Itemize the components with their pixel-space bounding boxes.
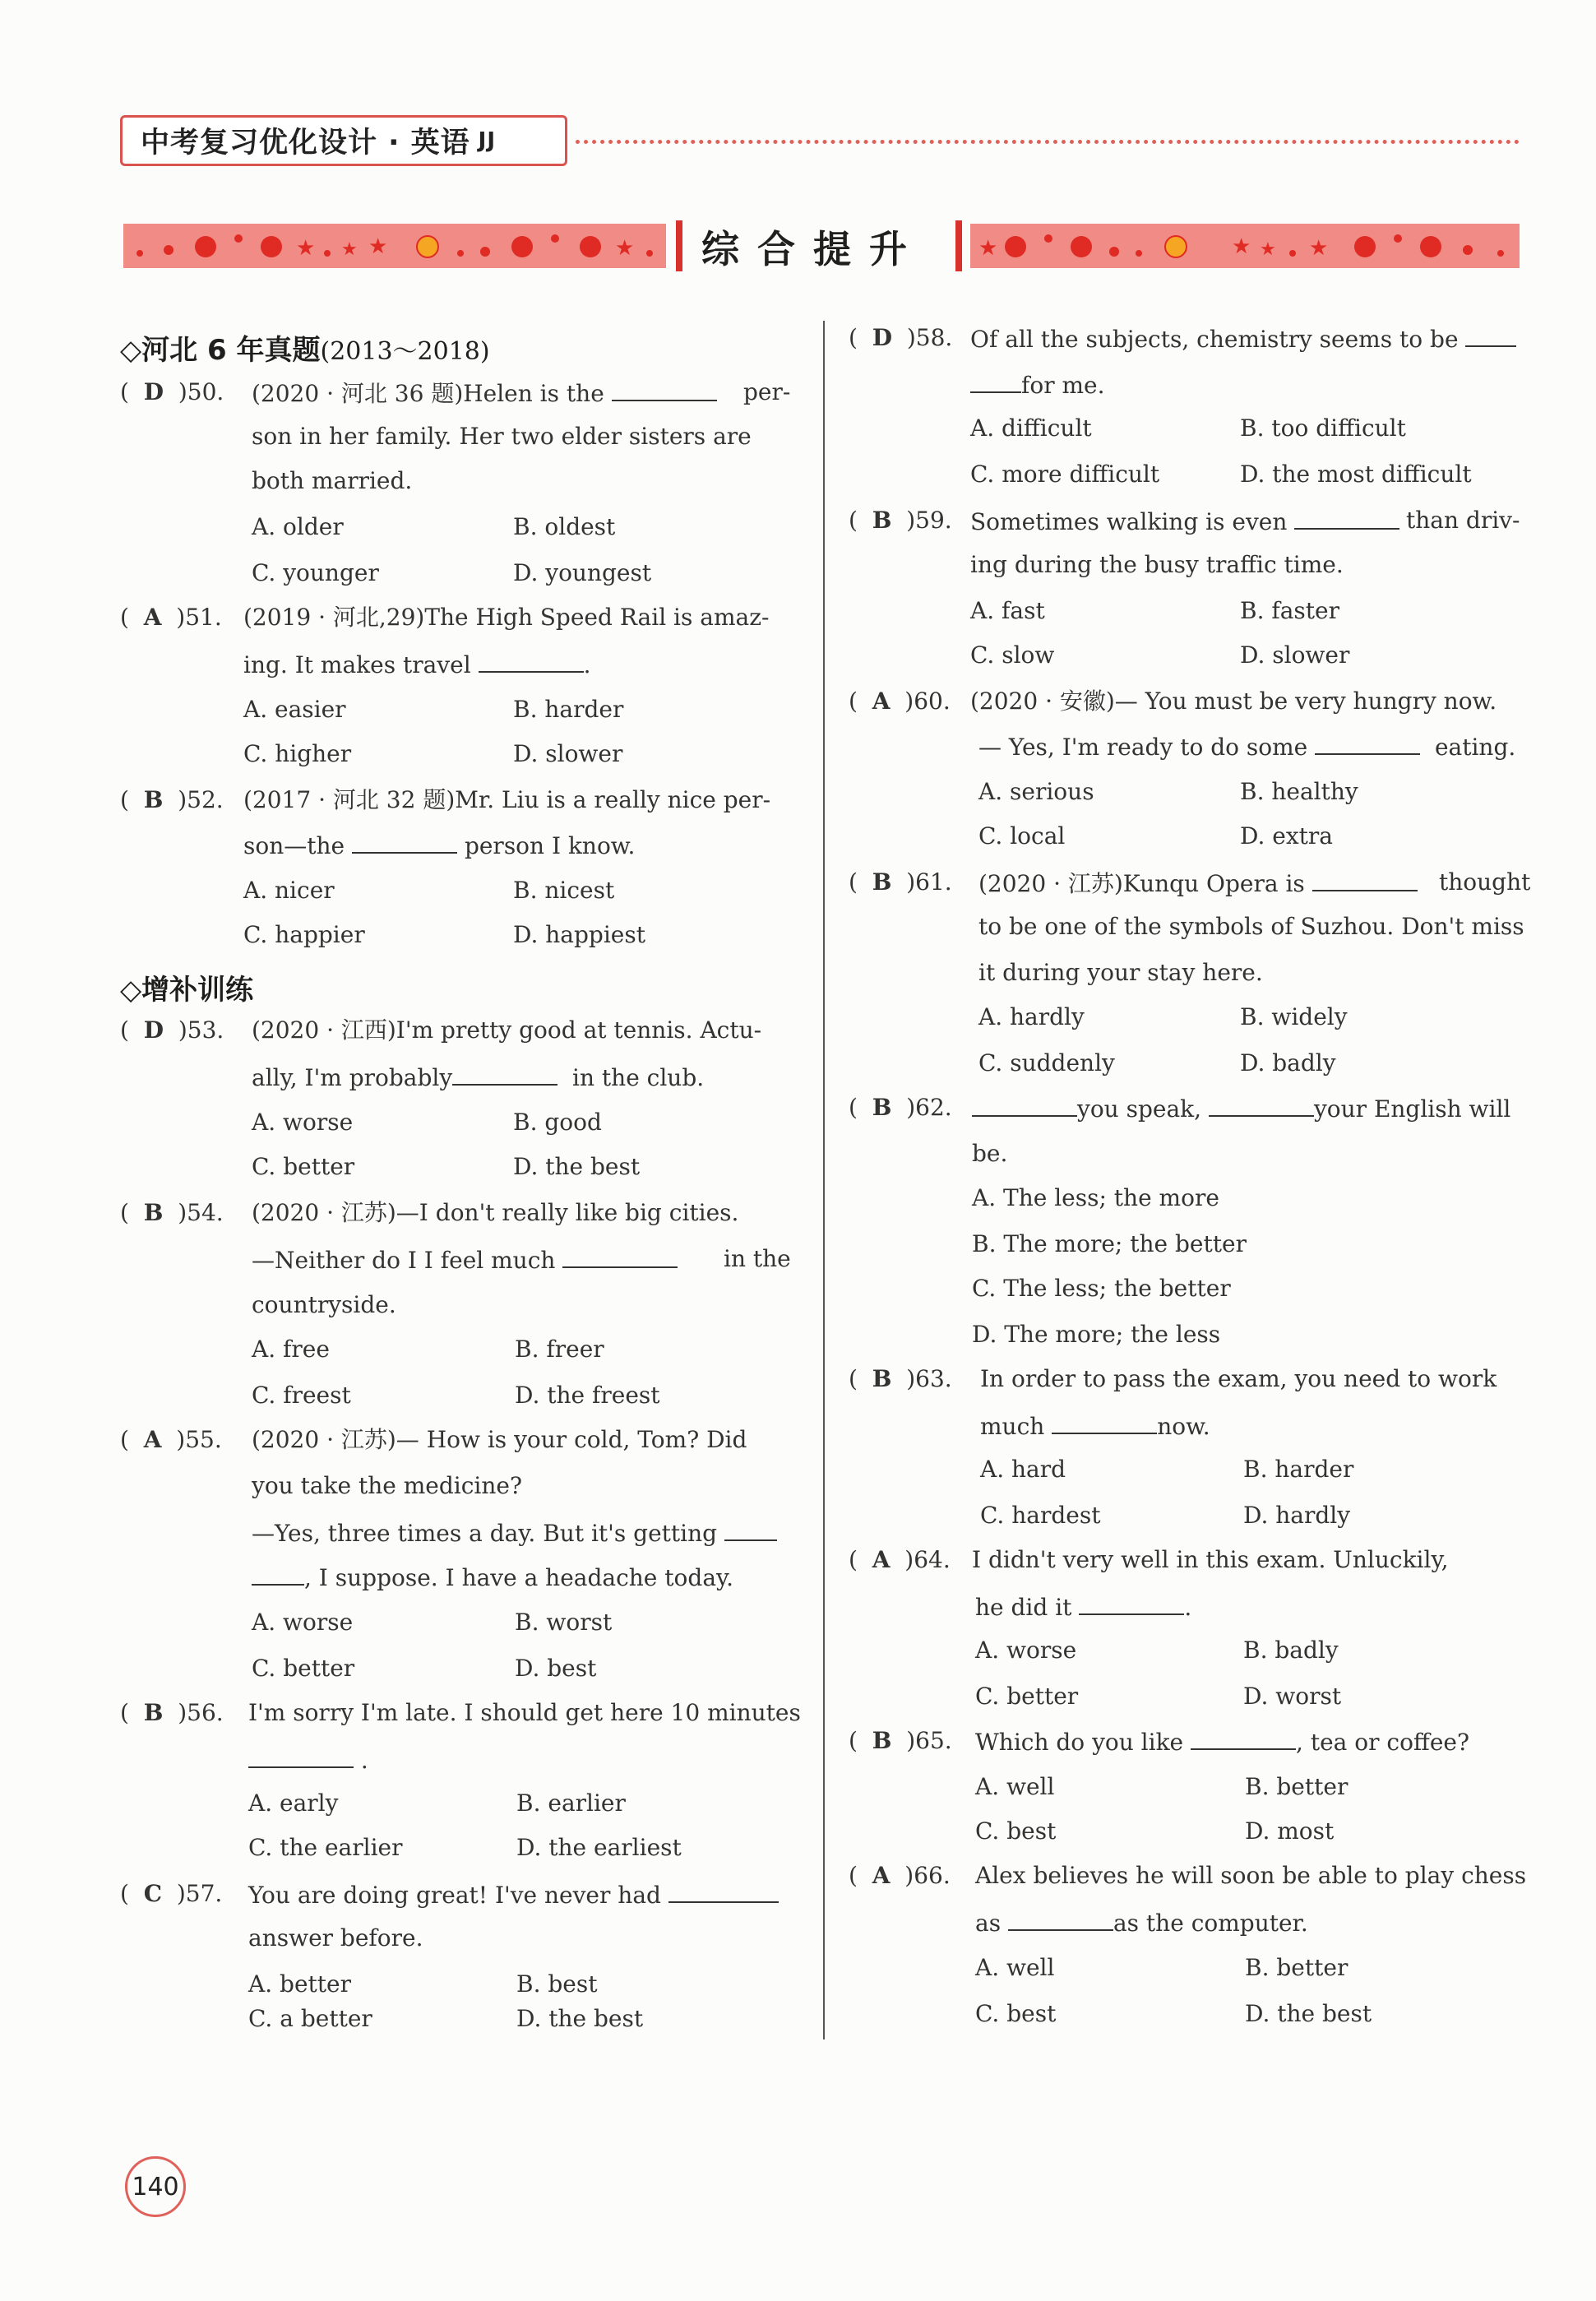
answer-letter: D bbox=[872, 324, 893, 351]
question-57-line-2: answer before. bbox=[248, 1924, 423, 1951]
answer-blank bbox=[1312, 868, 1418, 891]
question-63-answer: ( B )63. bbox=[849, 1365, 952, 1392]
question-text-end: . bbox=[1184, 1594, 1192, 1621]
question-text: son—the bbox=[243, 832, 345, 859]
question-57-option-a: A. better bbox=[248, 1970, 351, 1998]
question-65-option-a: A. well bbox=[975, 1773, 1055, 1800]
question-66-option-c: C. best bbox=[975, 2000, 1057, 2027]
answer-blank bbox=[612, 378, 717, 401]
question-text: you speak, bbox=[1077, 1095, 1202, 1123]
question-number: )59. bbox=[906, 507, 952, 534]
question-55-option-c: C. better bbox=[252, 1655, 355, 1682]
question-50-option-b: B. oldest bbox=[513, 513, 616, 540]
answer-blank bbox=[1209, 1094, 1314, 1117]
question-text-end: as the computer. bbox=[1113, 1910, 1308, 1937]
question-59-option-c: C. slow bbox=[970, 641, 1055, 669]
question-58-option-a: A. difficult bbox=[970, 414, 1092, 442]
question-64-option-d: D. worst bbox=[1243, 1683, 1342, 1710]
question-number: )65. bbox=[906, 1727, 952, 1754]
question-64-line-2 bbox=[975, 1592, 1191, 1622]
column-divider bbox=[823, 321, 825, 2039]
question-number: )54. bbox=[178, 1199, 224, 1226]
question-53-option-b: B. good bbox=[513, 1109, 602, 1136]
question-61-option-c: C. suddenly bbox=[978, 1049, 1115, 1076]
question-text: —Neither do I I feel much bbox=[252, 1247, 556, 1274]
question-number: )62. bbox=[906, 1094, 952, 1121]
question-65-option-c: C. best bbox=[975, 1817, 1057, 1845]
question-52-answer: ( B )52. bbox=[120, 786, 224, 813]
question-53-answer: ( D )53. bbox=[120, 1016, 224, 1044]
svg-text:★: ★ bbox=[1232, 234, 1251, 259]
svg-text:★: ★ bbox=[615, 236, 635, 261]
question-50-line-2: son in her family. Her two elder sisters are bbox=[252, 423, 752, 450]
question-66-option-b: B. better bbox=[1245, 1954, 1349, 1981]
question-55-line-2: you take the medicine? bbox=[252, 1472, 522, 1499]
question-text: You are doing great! I've never had bbox=[248, 1882, 661, 1909]
svg-text:★: ★ bbox=[978, 236, 998, 261]
question-57-answer: ( C )57. bbox=[120, 1880, 223, 1907]
question-60-line-1: (2020 · 安徽)— You must be very hungry now. bbox=[970, 688, 1497, 715]
question-64-line-1: I didn't very well in this exam. Unluckily, bbox=[972, 1546, 1449, 1573]
question-text-end: your English will bbox=[1313, 1095, 1511, 1123]
question-text: (2020 · 河北 36 题)Helen is the bbox=[252, 380, 604, 407]
question-text-end: . bbox=[583, 651, 591, 678]
question-text: — Yes, I'm ready to do some bbox=[978, 734, 1308, 761]
question-number: )53. bbox=[178, 1016, 224, 1044]
question-56-option-b: B. earlier bbox=[516, 1789, 626, 1817]
svg-text:★: ★ bbox=[368, 234, 388, 259]
question-57-option-b: B. best bbox=[516, 1970, 598, 1998]
question-63-option-b: B. harder bbox=[1243, 1456, 1354, 1483]
answer-letter: A bbox=[872, 1546, 891, 1573]
question-54-line-3: countryside. bbox=[252, 1291, 396, 1318]
question-51-option-c: C. higher bbox=[243, 740, 352, 767]
question-63-option-a: A. hard bbox=[980, 1456, 1066, 1483]
question-62-line-1 bbox=[972, 1094, 1510, 1123]
answer-letter: B bbox=[143, 786, 164, 813]
answer-letter: C bbox=[143, 1880, 163, 1907]
question-51-option-b: B. harder bbox=[513, 696, 624, 723]
question-63-option-c: C. hardest bbox=[980, 1502, 1101, 1529]
question-text: as bbox=[975, 1910, 1002, 1937]
answer-blank bbox=[1465, 324, 1516, 347]
svg-text:★: ★ bbox=[1260, 239, 1276, 260]
answer-blank bbox=[452, 1063, 557, 1086]
answer-letter: A bbox=[143, 604, 162, 631]
question-56-option-c: C. the earlier bbox=[248, 1834, 403, 1861]
answer-letter: A bbox=[872, 1862, 891, 1889]
question-66-line-2 bbox=[975, 1908, 1308, 1938]
question-55-line-3 bbox=[252, 1518, 777, 1548]
answer-letter: B bbox=[143, 1199, 164, 1226]
question-57-line-1 bbox=[248, 1880, 779, 1910]
question-64-answer: ( A )64. bbox=[849, 1546, 951, 1573]
question-61-option-a: A. hardly bbox=[978, 1003, 1085, 1030]
question-66-option-d: D. the best bbox=[1245, 2000, 1372, 2027]
question-56-option-d: D. the earliest bbox=[516, 1834, 682, 1861]
question-53-option-a: A. worse bbox=[252, 1109, 354, 1136]
question-54-line-2 bbox=[252, 1245, 678, 1275]
svg-text:★: ★ bbox=[341, 239, 358, 260]
page-number: 140 bbox=[125, 2156, 186, 2217]
answer-blank bbox=[1294, 507, 1399, 530]
banner-left-ornament-icon bbox=[123, 224, 666, 268]
question-text: Which do you like bbox=[975, 1729, 1184, 1756]
question-60-option-c: C. local bbox=[978, 822, 1066, 850]
question-64-option-c: C. better bbox=[975, 1683, 1079, 1710]
question-number: )50. bbox=[178, 378, 224, 405]
question-text: —Yes, three times a day. But it's getting bbox=[252, 1520, 718, 1547]
answer-letter: B bbox=[872, 1365, 892, 1392]
svg-text:★: ★ bbox=[296, 236, 316, 261]
answer-letter: B bbox=[872, 507, 892, 534]
question-56-answer: ( B )56. bbox=[120, 1699, 224, 1726]
question-50-option-c: C. younger bbox=[252, 559, 379, 586]
question-53-line-1: (2020 · 江西)I'm pretty good at tennis. Actu- bbox=[252, 1016, 762, 1044]
question-number: )51. bbox=[176, 604, 222, 631]
question-text-end: for me. bbox=[1021, 372, 1105, 399]
answer-blank bbox=[1079, 1592, 1184, 1615]
question-55-answer: ( A )55. bbox=[120, 1426, 222, 1453]
question-52-option-b: B. nicest bbox=[513, 877, 615, 904]
question-59-line-1b: than driv- bbox=[1406, 507, 1520, 534]
question-54-option-a: A. free bbox=[252, 1336, 330, 1363]
question-number: )61. bbox=[906, 868, 952, 896]
question-53-option-c: C. better bbox=[252, 1153, 355, 1180]
question-52-line-2 bbox=[243, 831, 635, 860]
question-63-line-1: In order to pass the exam, you need to work bbox=[980, 1365, 1497, 1392]
answer-blank bbox=[970, 370, 1021, 393]
answer-blank bbox=[724, 1518, 777, 1541]
question-50-line-1b: per- bbox=[743, 378, 791, 405]
question-54-answer: ( B )54. bbox=[120, 1199, 224, 1226]
question-text: he did it bbox=[975, 1594, 1072, 1621]
question-51-option-d: D. slower bbox=[513, 740, 623, 767]
question-65-line-1 bbox=[975, 1727, 1469, 1757]
question-58-option-b: B. too difficult bbox=[1240, 414, 1406, 442]
question-55-option-b: B. worst bbox=[515, 1609, 613, 1636]
answer-letter: D bbox=[143, 1016, 164, 1044]
question-59-answer: ( B )59. bbox=[849, 507, 952, 534]
question-52-option-a: A. nicer bbox=[243, 877, 335, 904]
question-64-option-a: A. worse bbox=[975, 1637, 1077, 1664]
question-58-answer: ( D )58. bbox=[849, 324, 953, 351]
question-59-option-d: D. slower bbox=[1240, 641, 1350, 669]
answer-blank bbox=[248, 1745, 354, 1768]
question-55-option-d: D. best bbox=[515, 1655, 597, 1682]
question-62-option-c: C. The less; the better bbox=[972, 1275, 1231, 1302]
question-54-line-2b: in the bbox=[724, 1245, 791, 1272]
question-number: )55. bbox=[176, 1426, 222, 1453]
question-number: )63. bbox=[906, 1365, 952, 1392]
svg-text:★: ★ bbox=[1309, 236, 1329, 261]
answer-blank bbox=[479, 650, 584, 673]
question-number: )52. bbox=[178, 786, 224, 813]
question-55-line-1: (2020 · 江苏)— How is your cold, Tom? Did bbox=[252, 1426, 747, 1453]
question-55-line-4 bbox=[252, 1563, 733, 1592]
question-number: )57. bbox=[176, 1880, 223, 1907]
question-50-line-3: both married. bbox=[252, 467, 413, 494]
question-50-option-d: D. youngest bbox=[513, 559, 652, 586]
banner-right-bar bbox=[955, 220, 962, 271]
question-62-option-b: B. The more; the better bbox=[972, 1230, 1247, 1257]
question-52-line-1: (2017 · 河北 32 题)Mr. Liu is a really nice per- bbox=[243, 786, 771, 813]
question-61-option-d: D. badly bbox=[1240, 1049, 1336, 1076]
question-60-option-a: A. serious bbox=[978, 778, 1094, 805]
question-54-option-b: B. freer bbox=[515, 1336, 604, 1363]
question-65-answer: ( B )65. bbox=[849, 1727, 952, 1754]
answer-letter: A bbox=[872, 688, 891, 715]
question-62-answer: ( B )62. bbox=[849, 1094, 952, 1121]
question-text-end: in the club. bbox=[572, 1064, 705, 1091]
question-52-option-c: C. happier bbox=[243, 921, 365, 948]
answer-blank bbox=[252, 1563, 304, 1586]
answer-blank bbox=[562, 1245, 678, 1268]
question-text-end: eating. bbox=[1434, 734, 1516, 761]
section-extra-heading: ◇增补训练 bbox=[120, 974, 254, 1007]
question-50-line-1 bbox=[252, 378, 717, 408]
question-54-option-d: D. the freest bbox=[515, 1382, 660, 1409]
question-62-option-d: D. The more; the less bbox=[972, 1321, 1221, 1348]
answer-blank bbox=[972, 1094, 1077, 1117]
banner-right-ornament-icon bbox=[970, 224, 1520, 268]
question-58-line-1 bbox=[970, 324, 1516, 354]
question-60-option-b: B. healthy bbox=[1240, 778, 1358, 805]
question-66-option-a: A. well bbox=[975, 1954, 1055, 1981]
answer-blank bbox=[668, 1880, 779, 1903]
section-hebei-range: (2013～2018) bbox=[320, 337, 490, 366]
question-55-option-a: A. worse bbox=[252, 1609, 354, 1636]
question-53-line-2 bbox=[252, 1063, 704, 1092]
book-title-box bbox=[120, 115, 567, 166]
question-number: )64. bbox=[904, 1546, 951, 1573]
question-text: ally, I'm probably bbox=[252, 1064, 453, 1091]
question-62-option-a: A. The less; the more bbox=[972, 1184, 1219, 1211]
question-51-line-2 bbox=[243, 650, 590, 679]
question-57-option-d: D. the best bbox=[516, 2005, 644, 2032]
question-66-answer: ( A )66. bbox=[849, 1862, 951, 1889]
question-61-line-2: to be one of the symbols of Suzhou. Don't miss bbox=[978, 913, 1524, 940]
question-61-option-b: B. widely bbox=[1240, 1003, 1348, 1030]
answer-letter: D bbox=[143, 378, 164, 405]
question-56-line-2: . bbox=[248, 1745, 368, 1775]
question-62-line-2: be. bbox=[972, 1140, 1008, 1167]
question-text: (2020 · 江苏)Kunqu Opera is bbox=[978, 870, 1305, 897]
book-edition: JJ bbox=[478, 128, 497, 153]
question-text: much bbox=[980, 1413, 1045, 1440]
banner-right-decoration bbox=[970, 224, 1520, 268]
question-61-line-1b: thought bbox=[1439, 868, 1531, 896]
question-59-line-2: ing during the busy traffic time. bbox=[970, 551, 1344, 578]
question-61-line-3: it during your stay here. bbox=[978, 959, 1263, 986]
answer-blank bbox=[1052, 1411, 1157, 1434]
question-50-option-a: A. older bbox=[252, 513, 344, 540]
question-59-option-b: B. faster bbox=[1240, 597, 1340, 624]
question-56-option-a: A. early bbox=[248, 1789, 339, 1817]
question-60-line-2 bbox=[978, 732, 1515, 762]
question-56-line-1: I'm sorry I'm late. I should get here 10 minutes bbox=[248, 1699, 801, 1726]
question-58-option-d: D. the most difficult bbox=[1240, 461, 1472, 488]
question-51-answer: ( A )51. bbox=[120, 604, 222, 631]
question-65-option-b: B. better bbox=[1245, 1773, 1349, 1800]
question-text-end: , I suppose. I have a headache today. bbox=[304, 1564, 734, 1591]
question-58-option-c: C. more difficult bbox=[970, 461, 1160, 488]
section-hebei-heading bbox=[120, 327, 490, 368]
banner-title: 综合提升 bbox=[701, 227, 925, 271]
question-text: ing. It makes travel bbox=[243, 651, 471, 678]
question-52-option-d: D. happiest bbox=[513, 921, 645, 948]
answer-blank bbox=[1315, 732, 1420, 755]
question-text-end: person I know. bbox=[464, 832, 636, 859]
question-59-option-a: A. fast bbox=[970, 597, 1045, 624]
answer-letter: B bbox=[872, 1727, 892, 1754]
question-54-line-1: (2020 · 江苏)—I don't really like big cities. bbox=[252, 1199, 739, 1226]
question-text-end: now. bbox=[1157, 1413, 1210, 1440]
question-66-line-1: Alex believes he will soon be able to play chess bbox=[975, 1862, 1527, 1889]
question-61-answer: ( B )61. bbox=[849, 868, 952, 896]
question-53-option-d: D. the best bbox=[513, 1153, 641, 1180]
section-hebei-title: ◇河北 6 年真题 bbox=[120, 334, 321, 367]
answer-blank bbox=[1191, 1727, 1296, 1750]
question-54-option-c: C. freest bbox=[252, 1382, 351, 1409]
question-64-option-b: B. badly bbox=[1243, 1637, 1339, 1664]
banner-left-decoration bbox=[123, 224, 666, 268]
question-text: Of all the subjects, chemistry seems to be bbox=[970, 326, 1459, 353]
question-60-answer: ( A )60. bbox=[849, 688, 951, 715]
question-65-option-d: D. most bbox=[1245, 1817, 1335, 1845]
question-61-line-1 bbox=[978, 868, 1418, 898]
question-60-option-d: D. extra bbox=[1240, 822, 1333, 850]
question-number: )60. bbox=[904, 688, 951, 715]
question-text: Sometimes walking is even bbox=[970, 508, 1288, 535]
question-number: )58. bbox=[906, 324, 953, 351]
question-number: )66. bbox=[904, 1862, 951, 1889]
question-text-end: , tea or coffee? bbox=[1296, 1729, 1469, 1756]
question-number: )56. bbox=[178, 1699, 224, 1726]
question-57-option-c: C. a better bbox=[248, 2005, 372, 2032]
answer-blank bbox=[1008, 1908, 1113, 1931]
answer-letter: B bbox=[872, 868, 892, 896]
question-63-option-d: D. hardly bbox=[1243, 1502, 1351, 1529]
question-59-line-1 bbox=[970, 507, 1399, 536]
answer-letter: B bbox=[143, 1699, 164, 1726]
question-51-option-a: A. easier bbox=[243, 696, 346, 723]
book-title: 中考复习优化设计 · 英语 bbox=[141, 127, 470, 160]
answer-blank bbox=[352, 831, 457, 854]
question-58-line-2 bbox=[970, 370, 1105, 400]
question-50-answer: ( D )50. bbox=[120, 378, 224, 405]
answer-letter: B bbox=[872, 1094, 892, 1121]
question-51-line-1: (2019 · 河北,29)The High Speed Rail is amaz- bbox=[243, 604, 770, 631]
answer-letter: A bbox=[143, 1426, 162, 1453]
question-63-line-2 bbox=[980, 1411, 1210, 1441]
header-dotted-rule bbox=[576, 140, 1520, 144]
